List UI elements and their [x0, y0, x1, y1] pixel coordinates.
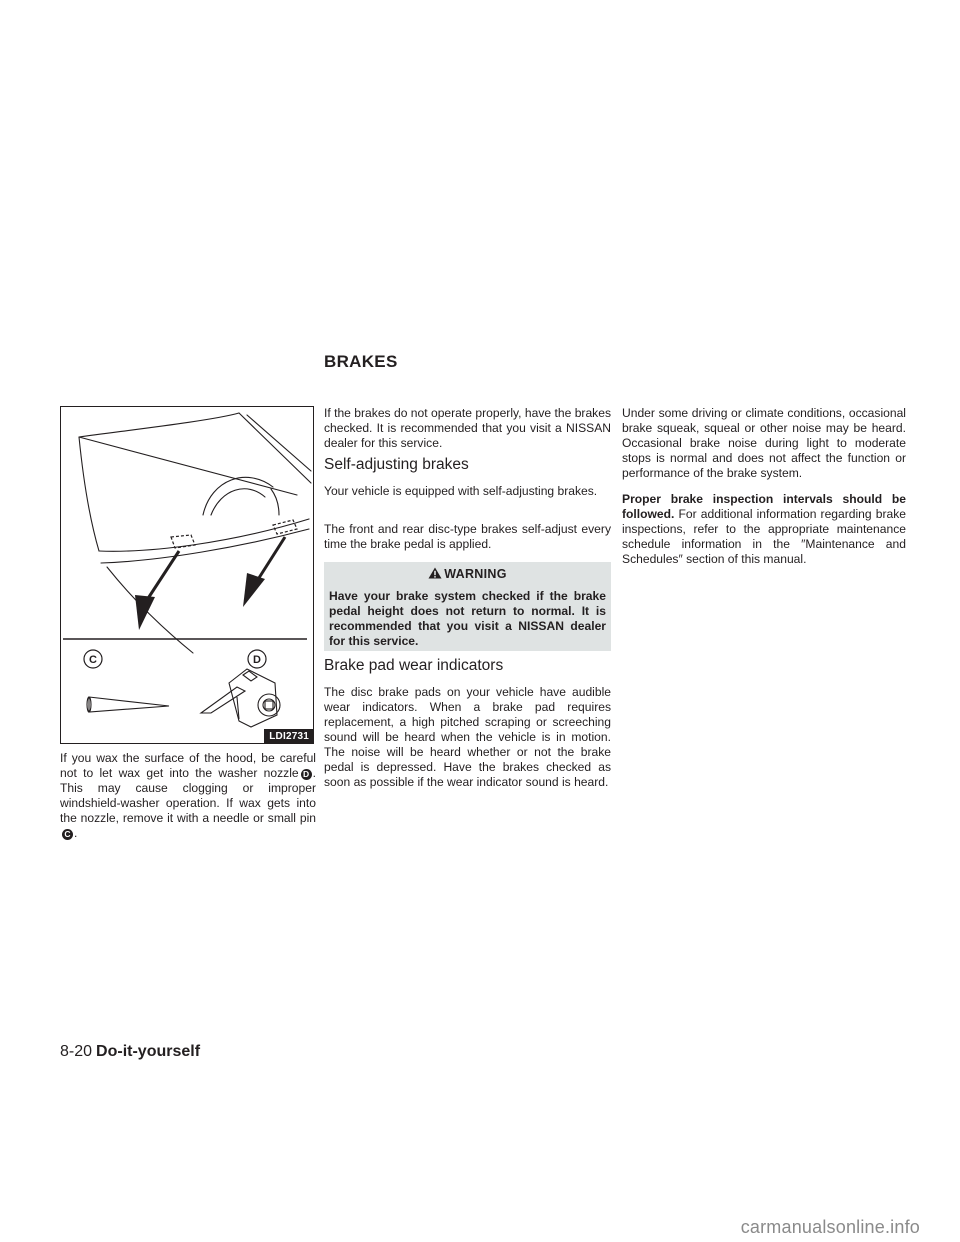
- callout-d: [248, 650, 266, 668]
- warning-icon: [428, 567, 442, 579]
- brake-pad-paragraph: The disc brake pads on your vehicle have audible wear indicators. When a brake pad requires replacement, a high pitched scraping or screeching sound will be heard when the vehicle is in motion. The noise will be heard whether or not the brake pedal is depressed. Have the brakes checked as soon as possible if the wear indicator sound is heard.: [324, 685, 611, 789]
- brakes-intro-paragraph: If the brakes do not operate properly, have the brakes checked. It is recommended that you visit a NISSAN dealer for this service.: [324, 406, 611, 450]
- svg-text:C: C: [89, 654, 97, 666]
- svg-text:D: D: [253, 654, 261, 666]
- self-adjusting-heading: Self-adjusting brakes: [324, 456, 469, 473]
- washer-nozzle-figure: [60, 406, 314, 744]
- watermark: carmanualsonline.info: [740, 1217, 920, 1237]
- page-footer: [60, 1043, 200, 1061]
- brake-pad-heading: Brake pad wear indicators: [324, 657, 504, 674]
- needle-icon: [87, 697, 169, 712]
- chapter-title: Do-it-yourself: [96, 1043, 201, 1060]
- callout-c: [84, 650, 102, 668]
- warning-body: Have your brake system checked if the brake pedal height does not return to normal. It is recommended that you visit a NISSAN dealer for this service.: [329, 589, 606, 648]
- brake-noise-paragraph: Under some driving or climate conditions, occasional brake squeak, squeal or other noise may be heard. Occasional brake noise during light to moderate stops is normal and does not affect the function or performance of the brake system.: [622, 406, 906, 480]
- page-number: 8-20: [60, 1043, 93, 1060]
- washer-nozzle-icon: [201, 669, 280, 727]
- hood-illustration: [61, 407, 313, 743]
- warning-title: WARNING: [324, 567, 611, 581]
- callout-c-ref: C: [62, 829, 73, 840]
- section-heading: BRAKES: [324, 352, 398, 371]
- self-adjusting-paragraph-2: The front and rear disc-type brakes self-adjust every time the brake pedal is applied.: [324, 522, 611, 551]
- inspection-paragraph: Proper brake inspection intervals should be followed. For additional information regarding brake inspections, refer to the appropriate maintenance schedule information in the ″Maintenance and Schedules″ section of this manual.: [622, 492, 906, 566]
- wax-nozzle-paragraph: If you wax the surface of the hood, be careful not to let wax get into the washer nozzle D . This may cause clogging or improper windshield-washer operation. If wax gets into the nozzle, remove it with a needle or small pinC .: [60, 751, 316, 840]
- callout-d-ref: D: [301, 769, 312, 780]
- warning-box: [324, 562, 611, 651]
- figure-code: LDI2731: [264, 729, 313, 743]
- self-adjusting-paragraph-1: Your vehicle is equipped with self-adjusting brakes.: [324, 484, 598, 498]
